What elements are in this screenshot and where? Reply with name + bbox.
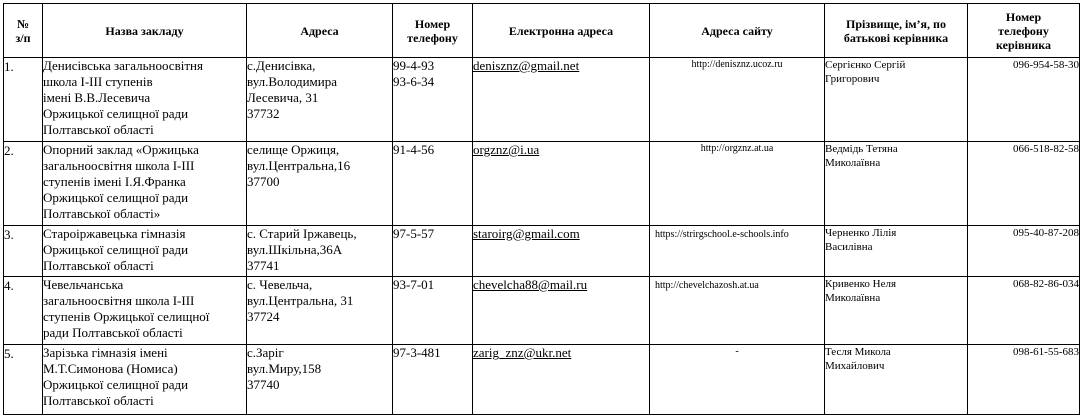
school-name-line: ступенів імені І.Я.Франка — [43, 174, 186, 189]
head-name-line: Сергієнко Сергій — [825, 59, 906, 71]
school-phone — [393, 142, 473, 226]
head-name-line: Тесля Микола — [825, 346, 891, 358]
header-head-phone-line: телефону — [998, 23, 1049, 38]
head-name — [825, 345, 968, 415]
head-name-line: Кривенко Неля — [825, 278, 897, 290]
address-line: вул.Шкільна,36А — [247, 242, 343, 257]
school-name-line: Полтавської області — [43, 393, 154, 408]
head-phone: 095-40-87-208 — [968, 226, 1080, 277]
phone-line: 93-7-01 — [393, 277, 435, 292]
school-site[interactable]: http://chevelchazosh.at.ua — [650, 277, 825, 345]
school-name-line: Полтавської області — [43, 122, 154, 137]
table-row — [4, 345, 1080, 415]
header-num-line: з/п — [15, 30, 31, 45]
school-name-line: загальноосвітня школа І-ІІІ — [43, 158, 195, 173]
school-name-line: Староіржавецька гімназія — [43, 226, 186, 241]
header-site: Адреса сайту — [650, 4, 825, 58]
head-name — [825, 226, 968, 277]
school-address — [247, 226, 393, 277]
school-name-line: Полтавської області — [43, 258, 154, 273]
school-name-line: загальноосвітня школа І-ІІІ — [43, 293, 195, 308]
head-name-line: Миколаївна — [825, 157, 881, 169]
head-name — [825, 277, 968, 345]
header-head-line: Прізвище, ім’я, по — [846, 16, 946, 31]
school-name — [43, 277, 247, 345]
school-email[interactable] — [473, 226, 650, 277]
phone-line: 97-3-481 — [393, 345, 441, 360]
table-row — [4, 142, 1080, 226]
header-head-phone-line: керівника — [996, 37, 1051, 52]
phone-line: 93-6-34 — [393, 74, 435, 89]
email-link[interactable]: orgznz@i.ua — [473, 142, 540, 157]
school-site[interactable]: http://orgznz.at.ua — [650, 142, 825, 226]
school-name — [43, 142, 247, 226]
email-link[interactable]: staroirg@gmail.com — [473, 226, 580, 241]
row-number: 1. — [4, 58, 43, 142]
school-address — [247, 345, 393, 415]
row-number: 4. — [4, 277, 43, 345]
address-line: 37732 — [247, 106, 280, 121]
phone-line: 99-4-93 — [393, 58, 435, 73]
address-line: с.Заріг — [247, 345, 284, 360]
header-phone-line: Номер — [414, 16, 451, 31]
header-head — [825, 4, 968, 58]
head-name — [825, 142, 968, 226]
header-head-phone — [968, 4, 1080, 58]
school-name-line: Чевельчанська — [43, 277, 124, 292]
school-name-line: Оржицької селищної ради — [43, 106, 189, 121]
head-name — [825, 58, 968, 142]
header-phone — [393, 4, 473, 58]
address-line: вул.Центральна,16 — [247, 158, 351, 173]
email-link[interactable]: zarig_znz@ukr.net — [473, 345, 572, 360]
address-line: Лесевича, 31 — [247, 90, 319, 105]
address-line: 37741 — [247, 258, 280, 273]
row-number: 3. — [4, 226, 43, 277]
school-name-line: імені В.В.Лесевича — [43, 90, 151, 105]
school-name-line: Денисівська загальноосвітня — [43, 58, 203, 73]
header-name: Назва закладу — [43, 4, 247, 58]
school-site: - — [650, 345, 825, 415]
school-site[interactable]: https://strirgschool.e-schools.info — [650, 226, 825, 277]
school-site[interactable]: http://denisznz.ucoz.ru — [650, 58, 825, 142]
email-link[interactable]: denisznz@gmail.net — [473, 58, 580, 73]
school-email[interactable] — [473, 345, 650, 415]
school-name-line: Оржицької селищної ради — [43, 190, 189, 205]
head-phone: 066-518-82-58 — [968, 142, 1080, 226]
phone-line: 91-4-56 — [393, 142, 435, 157]
header-email: Електронна адреса — [473, 4, 650, 58]
phone-line: 97-5-57 — [393, 226, 435, 241]
school-name-line: школа І-ІІІ ступенів — [43, 74, 153, 89]
header-num — [4, 4, 43, 58]
address-line: вул.Миру,158 — [247, 361, 322, 376]
address-line: с. Чевельча, — [247, 277, 313, 292]
school-email[interactable] — [473, 277, 650, 345]
head-name-line: Василівна — [825, 241, 873, 253]
address-line: вул.Володимира — [247, 74, 337, 89]
school-email[interactable] — [473, 142, 650, 226]
school-address — [247, 142, 393, 226]
header-num-line: № — [16, 16, 30, 31]
head-name-line: Миколаївна — [825, 292, 881, 304]
table-row — [4, 58, 1080, 142]
head-name-line: Черненко Лілія — [825, 227, 897, 239]
school-name — [43, 226, 247, 277]
school-name-line: ступенів Оржицької селищної — [43, 309, 210, 324]
school-address — [247, 277, 393, 345]
school-name — [43, 345, 247, 415]
school-name-line: Опорний заклад «Оржицька — [43, 142, 199, 157]
address-line: 37740 — [247, 377, 280, 392]
address-line: с. Старий Іржавець, — [247, 226, 357, 241]
school-address — [247, 58, 393, 142]
school-name-line: ради Полтавської області — [43, 325, 183, 340]
address-line: 37724 — [247, 309, 280, 324]
email-link[interactable]: chevelcha88@mail.ru — [473, 277, 588, 292]
school-name-line: Оржицької селищної ради — [43, 242, 189, 257]
header-row — [4, 4, 1080, 58]
schools-table — [3, 3, 1080, 415]
address-line: 37700 — [247, 174, 280, 189]
school-name — [43, 58, 247, 142]
school-name-line: Зарізька гімназія імені — [43, 345, 168, 360]
school-email[interactable] — [473, 58, 650, 142]
header-head-phone-line: Номер — [1005, 9, 1042, 24]
header-address: Адреса — [247, 4, 393, 58]
address-line: с.Денисівка, — [247, 58, 316, 73]
school-phone — [393, 58, 473, 142]
head-name-line: Ведмідь Тетяна — [825, 143, 898, 155]
head-phone: 068-82-86-034 — [968, 277, 1080, 345]
row-number: 2. — [4, 142, 43, 226]
school-phone — [393, 226, 473, 277]
head-name-line: Михайлович — [825, 360, 885, 372]
header-head-line: батькові керівника — [843, 30, 949, 45]
school-name-line: Оржицької селищної ради — [43, 377, 189, 392]
table-row — [4, 277, 1080, 345]
address-line: вул.Центральна, 31 — [247, 293, 354, 308]
table-row — [4, 226, 1080, 277]
school-name-line: Полтавської області» — [43, 206, 161, 221]
school-phone — [393, 277, 473, 345]
address-line: селище Оржиця, — [247, 142, 340, 157]
row-number: 5. — [4, 345, 43, 415]
header-phone-line: телефону — [407, 30, 458, 45]
school-phone — [393, 345, 473, 415]
head-name-line: Григорович — [825, 73, 880, 85]
head-phone: 096-954-58-30 — [968, 58, 1080, 142]
head-phone: 098-61-55-683 — [968, 345, 1080, 415]
school-name-line: М.Т.Симонова (Номиса) — [43, 361, 178, 376]
